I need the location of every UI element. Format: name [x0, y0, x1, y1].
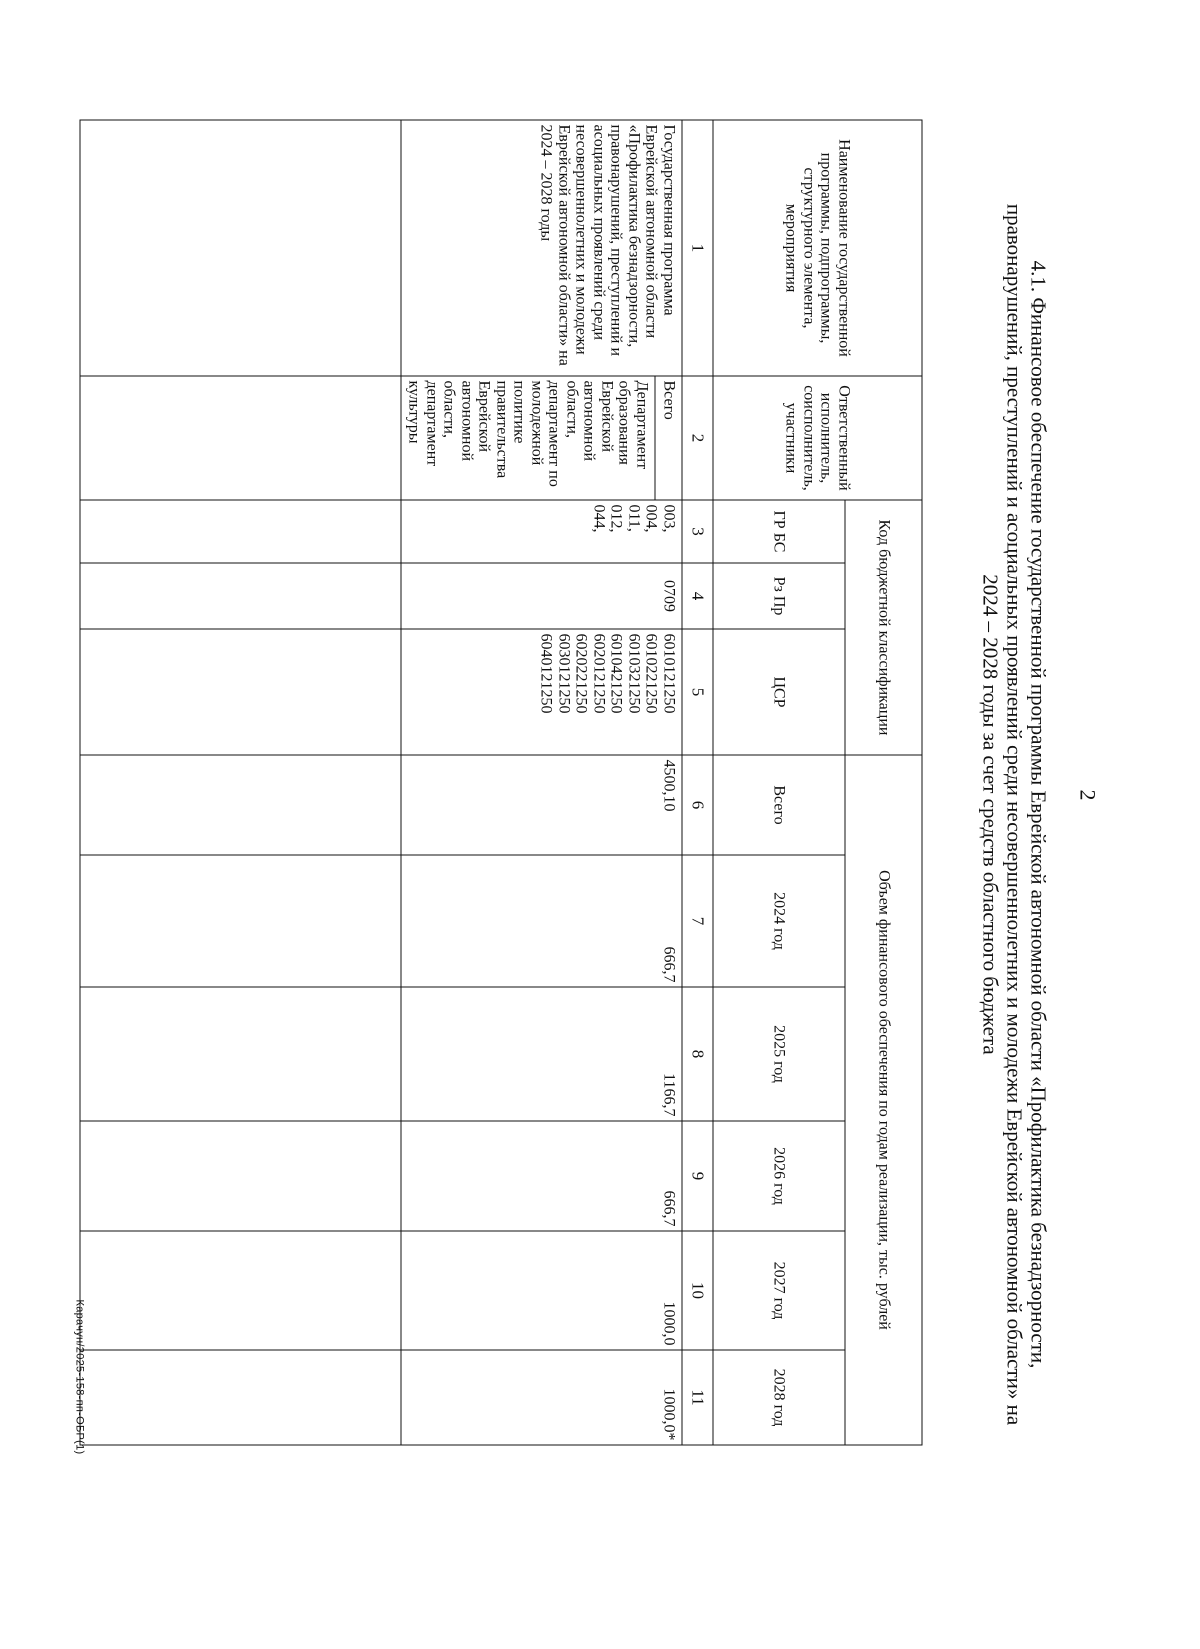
empty-cell — [80, 376, 401, 500]
empty-cell — [80, 987, 401, 1121]
value-2028: 1000,0* — [401, 1350, 682, 1445]
csr-code: 6010421250 — [607, 633, 625, 714]
column-number: 9 — [682, 1121, 713, 1231]
grbs-code: 003, — [660, 504, 677, 533]
grbs-code: 012, — [607, 504, 625, 533]
header-row-1 — [845, 120, 922, 1445]
column-number: 10 — [682, 1231, 713, 1350]
section-title: 4.1. Финансовое обеспечение государственной программы Еврейской автономной области «Профилактика безнадзорности, правонарушений, преступлений и асоциальных проявлений среди несовершеннолетних и молодежи Еврейской автономной области» на 2024 – 2028 годы за счет средств областного бюджета — [978, 203, 1050, 1426]
column-number: 5 — [682, 629, 713, 755]
page-number: 2 — [1075, 789, 1100, 801]
empty-cell — [80, 629, 401, 755]
header-name: Наименование государственной программы, подпрограммы, структурного элемента, мероприятия — [713, 120, 922, 376]
header-volume: Объем финансового обеспечения по годам реализации, тыс. рублей — [845, 755, 922, 1445]
column-number: 6 — [682, 755, 713, 855]
financing-table — [79, 120, 922, 1446]
header-total: Всего — [713, 755, 845, 855]
header-2026: 2026 год — [713, 1121, 845, 1231]
column-number: 2 — [682, 376, 713, 500]
column-number: 3 — [682, 500, 713, 563]
empty-cell — [80, 500, 401, 563]
value-2024: 666,7 — [401, 855, 682, 987]
value-total: 4500,10 — [401, 755, 682, 855]
grbs-codes — [401, 500, 682, 563]
csr-code: 6010121250 — [660, 633, 677, 714]
grbs-code: 004, — [642, 504, 660, 533]
program-name: Государственная программа Еврейской автономной области «Профилактика безнадзорности, правонарушений, преступлений и асоциальных проявлений среди несовершеннолетних и молодежи Еврейской автономной области» на 2024 – 2028 годы — [401, 120, 682, 376]
header-2028: 2028 год — [713, 1350, 845, 1445]
header-2025: 2025 год — [713, 987, 845, 1121]
column-number: 4 — [682, 563, 713, 629]
responsible-total: Всего — [655, 376, 682, 500]
header-budget-code: Код бюджетной классификации — [845, 500, 922, 755]
empty-cell — [80, 1231, 401, 1350]
empty-cell — [80, 755, 401, 855]
empty-cell — [80, 120, 401, 376]
empty-cell — [80, 855, 401, 987]
csr-code: 6020121250 — [590, 633, 607, 714]
participants: Департамент образования Еврейской автономной области, департамент по молодежной политике правительства Еврейской автономной области, департамент культуры — [401, 376, 655, 500]
value-2027: 1000,0 — [401, 1231, 682, 1350]
csr-code: 6030121250 — [555, 633, 572, 714]
empty-row — [80, 120, 401, 1445]
table-row — [655, 120, 682, 1445]
header-responsible: Ответственный исполнитель, соисполнитель, участники — [713, 376, 922, 500]
column-number: 7 — [682, 855, 713, 987]
rzpr-code: 0709 — [401, 563, 682, 629]
empty-cell — [80, 1121, 401, 1231]
header-rzpr: Рз Пр — [713, 563, 845, 629]
column-number-row — [682, 120, 713, 1445]
footer-code: Карачун/2025-158-пп-ОБР(1) — [73, 1299, 85, 1455]
csr-code: 6010221250 — [642, 633, 660, 714]
header-2024: 2024 год — [713, 855, 845, 987]
header-2027: 2027 год — [713, 1231, 845, 1350]
header-grbs: ГР БС — [713, 500, 845, 563]
grbs-code: 011, — [625, 504, 642, 532]
csr-code: 6020221250 — [572, 633, 590, 714]
grbs-code: 044, — [590, 504, 607, 533]
value-2026: 666,7 — [401, 1121, 682, 1231]
csr-code: 6040121250 — [537, 633, 555, 714]
column-number: 8 — [682, 987, 713, 1121]
empty-cell — [80, 563, 401, 629]
value-2025: 1166,7 — [401, 987, 682, 1121]
column-number: 1 — [682, 120, 713, 376]
csr-code: 6010321250 — [625, 633, 642, 714]
csr-codes — [401, 629, 682, 755]
column-number: 11 — [682, 1350, 713, 1445]
empty-cell — [80, 1350, 401, 1445]
header-csr: ЦСР — [713, 629, 845, 755]
